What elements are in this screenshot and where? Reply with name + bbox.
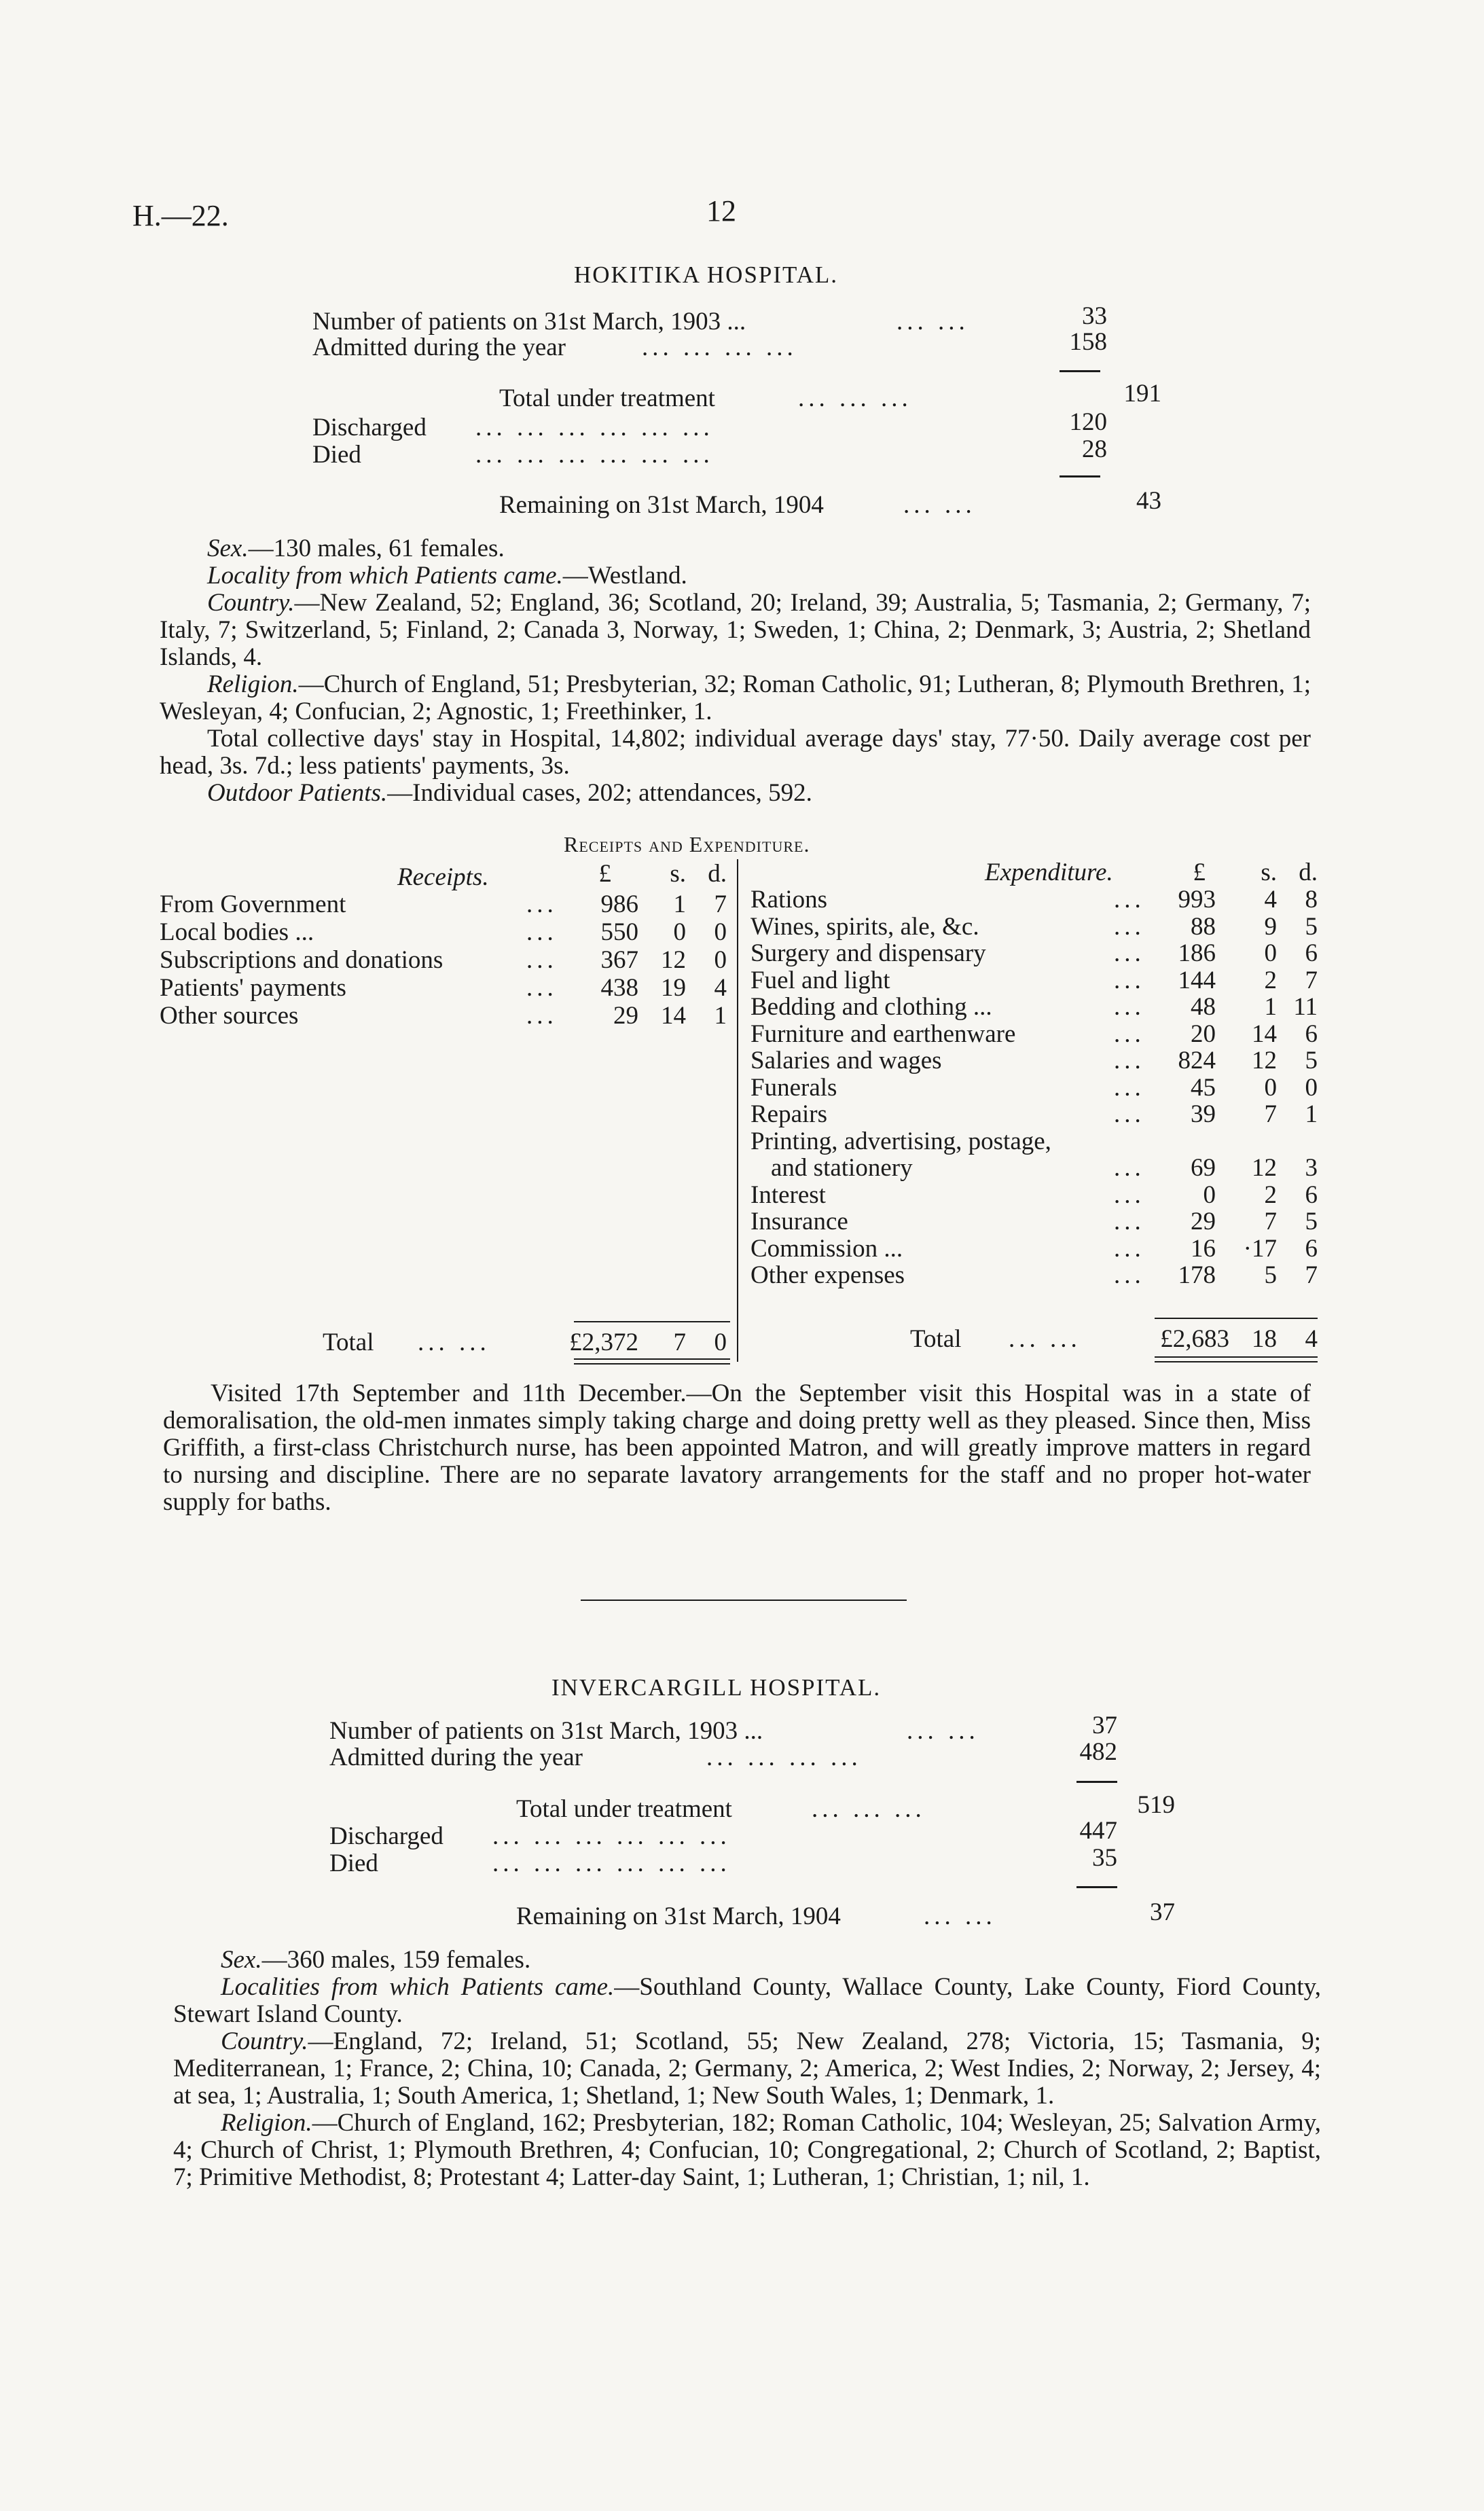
expenditure-shillings: 7 bbox=[1264, 1100, 1277, 1128]
hokitika-title: HOKITIKA HOSPITAL. bbox=[574, 261, 839, 288]
receipts-expenditure-title: Receipts and Expenditure. bbox=[564, 832, 810, 856]
expenditure-pounds: 69 bbox=[1191, 1154, 1216, 1182]
receipt-shillings: 14 bbox=[661, 1002, 686, 1030]
invercargill-admitted-value: 482 bbox=[1079, 1738, 1117, 1766]
leader-dots: ... bbox=[526, 918, 558, 946]
leader-dots: ... ... bbox=[903, 491, 976, 519]
expenditure-label: Insurance bbox=[750, 1208, 848, 1235]
religion-text: —Church of England, 162; Presbyterian, 182; Roman Catholic, 104; Wesleyan, 25; Salvation Army, 4; Church of Christ, 1; Plymouth Brethren, 4; Confucian, 10; Congregational, 2; Church of Scotland, 2; Baptist, 7; Primitive Methodist, 8; Protestant 4; Latter-day Saint, 1; Lutheran, 1; Christian, 1; nil, 1. bbox=[173, 2109, 1321, 2191]
expenditure-pence: 5 bbox=[1305, 912, 1318, 941]
receipt-pounds: 986 bbox=[600, 890, 638, 918]
receipts-pound-header: £ bbox=[598, 860, 611, 888]
receipts-total-pounds: £2,372 bbox=[569, 1329, 638, 1356]
invercargill-remaining-value: 37 bbox=[1150, 1898, 1175, 1926]
country-text: —England, 72; Ireland, 51; Scotland, 55; New Zealand, 278; Victoria, 15; Tasmania, 9; Mediterranean, 1; France, 2; China, 10; Canada, 2; Germany, 2; America, 2; West Indies, 2; Norway, 2; Jersey, 4; at sea, 1; Australia, 1; South America, 1; Shetland, 1; New South Wales, 1; Denmark, 1. bbox=[173, 2027, 1321, 2110]
receipts-total-shillings: 7 bbox=[673, 1329, 686, 1356]
invercargill-total-under-value: 519 bbox=[1137, 1791, 1175, 1819]
expenditure-label: Funerals bbox=[750, 1073, 837, 1102]
hokitika-discharged-value: 120 bbox=[1069, 408, 1107, 436]
receipts-total-label: Total bbox=[323, 1329, 374, 1356]
leader-dots: ... ... ... bbox=[798, 384, 912, 412]
religion-label: Religion. bbox=[207, 670, 299, 698]
religion-text: —Church of England, 51; Presbyterian, 32; Roman Catholic, 91; Lutheran, 8; Plymouth Brethren, 1; Wesleyan, 4; Confucian, 2; Agnostic, 1; Freethinker, 1. bbox=[160, 670, 1311, 725]
leader-dots: ... bbox=[1114, 939, 1145, 967]
invercargill-discharged-label: Discharged bbox=[329, 1822, 444, 1850]
receipt-pounds: 367 bbox=[600, 946, 638, 974]
receipt-pence: 1 bbox=[714, 1002, 727, 1030]
sum-rule bbox=[1076, 1886, 1117, 1888]
expenditure-pence: 0 bbox=[1305, 1073, 1318, 1102]
expenditure-pounds: 29 bbox=[1191, 1208, 1216, 1235]
receipt-label: Other sources bbox=[160, 1002, 299, 1030]
receipt-pounds: 550 bbox=[600, 918, 638, 946]
receipt-label: From Government bbox=[160, 890, 346, 918]
hokitika-total-under-value: 191 bbox=[1123, 380, 1161, 408]
leader-dots: ... ... bbox=[1009, 1325, 1081, 1353]
leader-dots: ... bbox=[1114, 1073, 1145, 1102]
receipts-double-rule bbox=[574, 1363, 730, 1365]
leader-dots: ... bbox=[1114, 993, 1145, 1021]
leader-dots: ... bbox=[1114, 1047, 1145, 1074]
expenditure-shillings: 12 bbox=[1252, 1154, 1277, 1182]
receipt-label: Local bodies ... bbox=[160, 918, 314, 946]
leader-dots: ... bbox=[1114, 1180, 1145, 1209]
expenditure-label: Rations bbox=[750, 886, 828, 914]
expenditure-pounds: 48 bbox=[1191, 993, 1216, 1021]
section-separator bbox=[581, 1600, 907, 1601]
expenditure-double-rule bbox=[1155, 1356, 1318, 1358]
hokitika-total-under-label: Total under treatment bbox=[499, 384, 715, 412]
expenditure-shillings: 0 bbox=[1264, 939, 1277, 967]
receipt-pence: 0 bbox=[714, 918, 727, 946]
expenditure-pounds: 0 bbox=[1203, 1180, 1216, 1209]
receipts-pence-header: d. bbox=[708, 860, 727, 888]
expenditure-label: Salaries and wages bbox=[750, 1047, 942, 1074]
hokitika-died-value: 28 bbox=[1082, 435, 1107, 463]
leader-dots: ... bbox=[1114, 1154, 1145, 1182]
leader-dots: ... bbox=[1114, 886, 1145, 914]
expenditure-pence: 3 bbox=[1305, 1154, 1318, 1182]
leader-dots: ... bbox=[526, 946, 558, 974]
stay-text: Total collective days' stay in Hospital, 14,802; individual average days' stay, 77·50. Daily average cost per head, 3s. 7d.; less patients' payments, 3s. bbox=[160, 725, 1311, 780]
hokitika-patients-start-value: 33 bbox=[1082, 302, 1107, 330]
expenditure-pence: 11 bbox=[1293, 993, 1318, 1021]
hokitika-visit-paragraph bbox=[163, 1380, 1311, 1516]
expenditure-pence: 6 bbox=[1305, 1180, 1318, 1209]
expenditure-label: Interest bbox=[750, 1180, 826, 1209]
expenditure-label: Furniture and earthenware bbox=[750, 1019, 1016, 1048]
expenditure-pence: 6 bbox=[1305, 939, 1318, 967]
leader-dots: ... bbox=[1114, 1234, 1145, 1263]
expenditure-pound-header: £ bbox=[1193, 859, 1206, 886]
expenditure-pence: 6 bbox=[1305, 1019, 1318, 1048]
locality-text: —Southland County, Wallace County, Lake County, Fiord County, Stewart Island County. bbox=[173, 1973, 1321, 2028]
sex-text: —130 males, 61 females. bbox=[248, 535, 505, 562]
invercargill-details bbox=[173, 1947, 1321, 2191]
leader-dots: ... ... bbox=[907, 1717, 979, 1745]
receipts-double-rule bbox=[574, 1358, 730, 1360]
invercargill-discharged-value: 447 bbox=[1079, 1817, 1117, 1845]
country-label: Country. bbox=[207, 589, 295, 617]
page-number: 12 bbox=[706, 194, 736, 228]
expenditure-pounds: 824 bbox=[1178, 1047, 1216, 1074]
expenditure-label: Repairs bbox=[750, 1100, 828, 1128]
invercargill-title: INVERCARGILL HOSPITAL. bbox=[551, 1674, 882, 1701]
expenditure-shillings: 2 bbox=[1264, 1180, 1277, 1209]
hokitika-remaining-value: 43 bbox=[1136, 487, 1161, 515]
expenditure-pence: 6 bbox=[1305, 1234, 1318, 1263]
document-reference: H.—22. bbox=[132, 199, 229, 232]
expenditure-shillings: 9 bbox=[1264, 912, 1277, 941]
expenditure-pounds: 45 bbox=[1191, 1073, 1216, 1102]
receipt-label: Patients' payments bbox=[160, 974, 346, 1002]
expenditure-shilling-header: s. bbox=[1261, 859, 1277, 886]
expenditure-shillings: ·17 bbox=[1243, 1234, 1277, 1263]
receipt-shillings: 12 bbox=[661, 946, 686, 974]
receipt-pounds: 29 bbox=[613, 1002, 638, 1030]
country-label: Country. bbox=[221, 2027, 308, 2055]
leader-dots: ... ... ... ... ... ... bbox=[475, 441, 714, 469]
receipt-shillings: 0 bbox=[673, 918, 686, 946]
expenditure-shillings: 2 bbox=[1264, 966, 1277, 994]
invercargill-died-value: 35 bbox=[1092, 1844, 1117, 1872]
receipts-total-rule bbox=[574, 1321, 730, 1322]
receipt-pounds: 438 bbox=[600, 974, 638, 1002]
expenditure-label: Surgery and dispensary bbox=[750, 939, 986, 967]
hokitika-died-label: Died bbox=[312, 441, 361, 469]
leader-dots: ... bbox=[1114, 1019, 1145, 1048]
country-text: —New Zealand, 52; England, 36; Scotland, 20; Ireland, 39; Australia, 5; Tasmania, 2; Germany, 7; Italy, 7; Switzerland, 5; Finland, 2; Canada 3, Norway, 1; Sweden, 1; China, 2; Denmark, 3; Austria, 2; Shetland Islands, 4. bbox=[160, 589, 1311, 671]
leader-dots: ... ... bbox=[924, 1902, 996, 1930]
leader-dots: ... ... bbox=[897, 308, 969, 336]
hokitika-remaining-label: Remaining on 31st March, 1904 bbox=[499, 491, 824, 519]
receipts-shilling-header: s. bbox=[670, 860, 686, 888]
expenditure-shillings: 1 bbox=[1264, 993, 1277, 1021]
outdoor-label: Outdoor Patients. bbox=[207, 779, 388, 807]
expenditure-pence: 8 bbox=[1305, 886, 1318, 914]
expenditure-shillings: 7 bbox=[1264, 1208, 1277, 1235]
leader-dots: ... bbox=[526, 890, 558, 918]
expenditure-pence: 7 bbox=[1305, 1261, 1318, 1289]
expenditure-heading: Expenditure. bbox=[985, 859, 1113, 886]
hokitika-admitted-label: Admitted during the year bbox=[312, 333, 566, 361]
expenditure-label: Printing, advertising, postage, bbox=[750, 1127, 1051, 1155]
expenditure-pounds: 39 bbox=[1191, 1100, 1216, 1128]
leader-dots: ... ... ... ... ... ... bbox=[492, 1822, 731, 1850]
hokitika-discharged-label: Discharged bbox=[312, 414, 427, 441]
visit-text: Visited 17th September and 11th December.—On the September visit this Hospital was in a state of demoralisation, the old-men inmates simply taking charge and doing pretty well as they pleased. Since then, Miss Griffith, a first-class Christchurch nurse, has been appointed Matron, and will greatly improve matters in regard to nursing and discipline. There are no separate lavatory arrangements for the staff and no proper hot-water supply for baths. bbox=[163, 1379, 1311, 1516]
expenditure-label: Wines, spirits, ale, &c. bbox=[750, 912, 979, 941]
leader-dots: ... ... ... ... bbox=[642, 333, 797, 361]
expenditure-pounds: 20 bbox=[1191, 1019, 1216, 1048]
receipt-pence: 0 bbox=[714, 946, 727, 974]
expenditure-pence: 7 bbox=[1305, 966, 1318, 994]
expenditure-pence: 5 bbox=[1305, 1208, 1318, 1235]
receipt-shillings: 1 bbox=[673, 890, 686, 918]
invercargill-patients-start-value: 37 bbox=[1092, 1712, 1117, 1739]
expenditure-total-shillings: 18 bbox=[1252, 1325, 1277, 1353]
religion-label: Religion. bbox=[221, 2109, 312, 2137]
expenditure-label: Bedding and clothing ... bbox=[750, 993, 992, 1021]
expenditure-pence-header: d. bbox=[1299, 859, 1318, 886]
leader-dots: ... bbox=[526, 1002, 558, 1030]
expenditure-pounds: 186 bbox=[1178, 939, 1216, 967]
leader-dots: ... bbox=[1114, 966, 1145, 994]
leader-dots: ... bbox=[1114, 912, 1145, 941]
hokitika-patients-start-label: Number of patients on 31st March, 1903 ... bbox=[312, 308, 746, 336]
expenditure-total-pounds: £2,683 bbox=[1160, 1325, 1229, 1353]
invercargill-remaining-label: Remaining on 31st March, 1904 bbox=[516, 1902, 841, 1930]
receipt-pence: 7 bbox=[714, 890, 727, 918]
expenditure-pounds: 144 bbox=[1178, 966, 1216, 994]
expenditure-pounds: 178 bbox=[1178, 1261, 1216, 1289]
locality-text: —Westland. bbox=[562, 562, 687, 590]
expenditure-total-pence: 4 bbox=[1305, 1325, 1318, 1353]
receipt-pence: 4 bbox=[714, 974, 727, 1002]
expenditure-total-label: Total bbox=[910, 1325, 962, 1353]
leader-dots: ... ... ... bbox=[812, 1795, 926, 1823]
leader-dots: ... bbox=[526, 974, 558, 1002]
expenditure-label: Other expenses bbox=[750, 1261, 905, 1289]
leader-dots: ... ... ... ... ... ... bbox=[492, 1849, 731, 1877]
expenditure-shillings: 0 bbox=[1264, 1073, 1277, 1102]
expenditure-pounds: 993 bbox=[1178, 886, 1216, 914]
receipt-shillings: 19 bbox=[661, 974, 686, 1002]
expenditure-label: and stationery bbox=[771, 1154, 913, 1182]
hokitika-admitted-value: 158 bbox=[1069, 328, 1107, 356]
invercargill-patients-start-label: Number of patients on 31st March, 1903 ... bbox=[329, 1717, 763, 1745]
expenditure-pounds: 16 bbox=[1191, 1234, 1216, 1263]
expenditure-double-rule bbox=[1155, 1361, 1318, 1362]
expenditure-pounds: 88 bbox=[1191, 912, 1216, 941]
expenditure-shillings: 12 bbox=[1252, 1047, 1277, 1074]
sum-rule bbox=[1076, 1781, 1117, 1783]
sex-label: Sex. bbox=[221, 1946, 262, 1974]
outdoor-text: —Individual cases, 202; attendances, 592. bbox=[387, 779, 812, 807]
sex-label: Sex. bbox=[207, 535, 249, 562]
column-divider bbox=[737, 859, 738, 1362]
expenditure-shillings: 5 bbox=[1264, 1261, 1277, 1289]
expenditure-pence: 5 bbox=[1305, 1047, 1318, 1074]
invercargill-total-under-label: Total under treatment bbox=[516, 1795, 732, 1823]
expenditure-label: Commission ... bbox=[750, 1234, 903, 1263]
locality-label: Locality from which Patients came. bbox=[207, 562, 563, 590]
leader-dots: ... ... ... ... ... ... bbox=[475, 414, 714, 441]
receipt-label: Subscriptions and donations bbox=[160, 946, 444, 974]
expenditure-total-rule bbox=[1155, 1318, 1318, 1319]
expenditure-label: Fuel and light bbox=[750, 966, 890, 994]
expenditure-shillings: 4 bbox=[1264, 886, 1277, 914]
locality-label: Localities from which Patients came. bbox=[221, 1973, 615, 2001]
receipts-heading: Receipts. bbox=[397, 863, 489, 891]
leader-dots: ... bbox=[1114, 1261, 1145, 1289]
sex-text: —360 males, 159 females. bbox=[261, 1946, 531, 1974]
leader-dots: ... ... bbox=[418, 1329, 490, 1356]
receipts-total-pence: 0 bbox=[714, 1329, 727, 1356]
expenditure-pence: 1 bbox=[1305, 1100, 1318, 1128]
leader-dots: ... bbox=[1114, 1208, 1145, 1235]
invercargill-admitted-label: Admitted during the year bbox=[329, 1744, 583, 1771]
expenditure-shillings: 14 bbox=[1252, 1019, 1277, 1048]
leader-dots: ... bbox=[1114, 1100, 1145, 1128]
invercargill-died-label: Died bbox=[329, 1849, 378, 1877]
leader-dots: ... ... ... ... bbox=[706, 1744, 862, 1771]
